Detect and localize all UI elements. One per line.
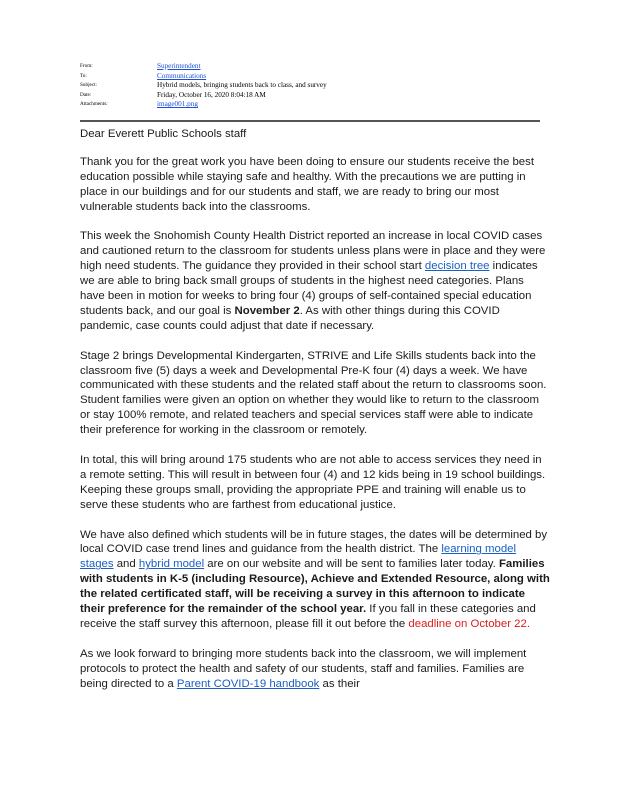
paragraph-2-text-c: . As with other things during this COVID pandemic, case counts could adjust that date if necessary. [80, 304, 500, 332]
deadline-text: deadline on October 22. [408, 617, 530, 630]
paragraph-5-text-b: and [113, 558, 139, 571]
paragraph-2-text-b: indicates we are able to bring back small groups of students in the highest need categories. Plans have been in motion for weeks to bring four (4) groups of self-contained special education students back, and our goal is [80, 260, 538, 317]
paragraph-3: Stage 2 brings Developmental Kindergarten, STRIVE and Life Skills students back into the classroom five (5) days a week and Developmental Pre-K four (4) days a week. We have communicated with these students and the related staff about the return to classrooms soon. Student families were given an option on whether they would like to return to the classroom or stay 100% remote, and related teachers and special services staff were able to indicate their preference for working in the classroom or remotely. [80, 349, 547, 437]
subject-value: Hybrid models, bringing students back to class, and survey [157, 81, 327, 90]
to-label: To: [80, 72, 87, 79]
date-value: Friday, October 16, 2020 8:04:18 AM [157, 90, 266, 99]
paragraph-2-date: November 2 [234, 304, 300, 317]
from-value[interactable]: Superintendent [157, 62, 201, 70]
subject-label: Subject: [80, 82, 98, 89]
paragraph-6 [80, 647, 550, 692]
header-divider [80, 120, 540, 122]
email-header [80, 62, 540, 110]
paragraph-6-text-b: as their [319, 677, 360, 690]
paragraph-5-text-c: are on our website and will be sent to families later today. [204, 558, 499, 571]
attachment-link[interactable]: image001.png [157, 100, 198, 109]
hybrid-model-link[interactable]: hybrid model [138, 558, 205, 571]
paragraph-1: Thank you for the great work you have been doing to ensure our students receive the best education possible while staying safe and healthy. With the precautions we are putting in place in our buildings and for our students and staff, we are ready to bring our most vulnerable students back into the classrooms. [80, 155, 535, 213]
paragraph-2-text-a: This week the Snohomish County Health District reported an increase in local COVID cases and cautioned return to the classroom for students unless plans were in place and they were high need students. The guidance they provided in their school start [80, 230, 546, 273]
header-row-subject [80, 81, 540, 91]
parent-handbook-link[interactable]: Parent COVID-19 handbook [176, 677, 320, 690]
learning-model-stages-link[interactable]: learning model stages [80, 543, 517, 571]
paragraph-4: In total, this will bring around 175 students who are not able to access services they need in a remote setting. This will result in between four (4) and 12 kids being in 19 school buildings. Keeping these groups small, providing the appropriate PPE and training will enable us to serve these students who are farthest from educational justice. [80, 453, 546, 511]
paragraph-5-bold: Families with students in K-5 (including Resource), Achieve and Extended Resource, along with the related certificated staff, will be receiving a survey in this afternoon to indicate their preference for the remainder of the school year. [80, 558, 550, 616]
paragraph-5-text-d: If you fall in these categories and receive the staff survey this afternoon, please fill it out before the [80, 603, 536, 630]
date-label: Date: [80, 91, 92, 98]
paragraph-5-text-a: We have also defined which students will be in future stages, the dates will be determined by local COVID case trend lines and guidance from the health district. The [80, 528, 548, 556]
header-row-to [80, 72, 540, 82]
from-label: From: [80, 63, 93, 69]
attachments-label: Attachments: [80, 101, 108, 108]
paragraph-6-text-a: As we look forward to bringing more students back into the classroom, we will implement protocols to protect the health and safety of our students, staff and families. Families are being directed to a [80, 647, 527, 690]
to-value[interactable]: Communications [157, 71, 207, 80]
header-row-date [80, 91, 540, 101]
email-body [80, 127, 550, 706]
decision-tree-link[interactable]: decision tree [424, 260, 490, 273]
paragraph-5 [80, 528, 550, 632]
greeting: Dear Everett Public Schools staff [80, 128, 247, 140]
header-row-from [80, 62, 540, 72]
header-row-attachments [80, 100, 540, 110]
paragraph-2 [80, 229, 550, 333]
